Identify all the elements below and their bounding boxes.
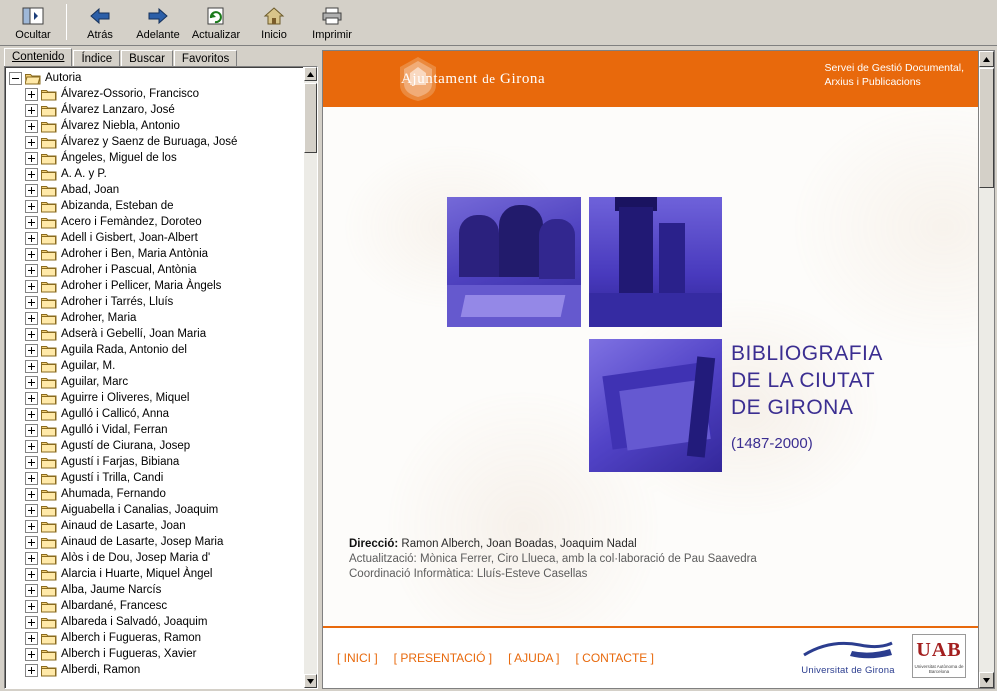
folder-icon [41,440,57,453]
tree-item-label: Agulló i Callicó, Anna [61,408,170,420]
html-document [323,51,978,688]
tree-item[interactable] [7,246,303,262]
tab-buscar[interactable] [121,50,173,67]
expand-icon[interactable] [25,328,38,341]
banner-service-line1: Servei de Gestió Documental, [824,62,964,74]
expand-icon[interactable] [25,616,38,629]
tree-item[interactable] [7,150,303,166]
tab-indice[interactable] [73,50,120,67]
navigation-pane [0,46,320,691]
expand-icon[interactable] [25,520,38,533]
tree-item-label: Adroher i Pellicer, Maria Àngels [61,280,222,292]
footer-link-inici[interactable]: [ INICI ] [337,651,378,665]
credits-block [349,537,757,582]
tree-item[interactable] [7,534,303,550]
folder-icon [41,216,57,229]
tree-item[interactable] [7,310,303,326]
tree-item-label: Alarcia i Huarte, Miquel Àngel [61,568,213,580]
expand-icon[interactable] [25,488,38,501]
tree-item[interactable] [7,550,303,566]
uab-logo-text: UAB [916,638,962,661]
tree-item-label: Aiguabella i Canalias, Joaquim [61,504,219,516]
folder-icon [41,120,57,133]
tree-item[interactable] [7,214,303,230]
uab-logo[interactable] [912,634,966,678]
folder-icon [41,184,57,197]
expand-icon[interactable] [25,168,38,181]
folder-icon [41,360,57,373]
tree-item[interactable] [7,582,303,598]
expand-icon[interactable] [25,600,38,613]
expand-icon[interactable] [25,536,38,549]
expand-icon[interactable] [25,360,38,373]
tree-item-label: Álvarez Lanzaro, José [61,104,175,116]
tree-item[interactable] [7,646,303,662]
expand-icon[interactable] [25,232,38,245]
tree-scroll-thumb[interactable] [304,83,317,153]
tree-item-label: Ángeles, Miguel de los [61,152,177,164]
tree-item[interactable] [7,486,303,502]
expand-icon[interactable] [25,312,38,325]
content-scroll-down-arrow[interactable] [979,672,994,688]
folder-icon [41,200,57,213]
title-line-3: DE GIRONA [731,396,854,419]
folder-icon [41,584,57,597]
photo-cathedral-tower [589,197,722,327]
hide-button[interactable] [4,2,62,44]
print-button[interactable] [303,2,361,44]
folder-icon [41,168,57,181]
tree-item[interactable] [7,278,303,294]
folder-icon [41,296,57,309]
tree-item[interactable] [7,630,303,646]
expand-icon[interactable] [25,408,38,421]
refresh-button-label: Actualizar [191,29,241,41]
tree-item-label: Ainaud de Lasarte, Josep Maria [61,536,224,548]
print-icon [320,5,344,27]
folder-icon [41,536,57,549]
tree-item-label: Adroher, Maria [61,312,137,324]
tree-item-label: Alberdi, Ramon [61,664,141,676]
credits-direction-names: Ramon Alberch, Joan Boadas, Joaquim Nadal [401,538,637,550]
footer-links [337,651,654,665]
tree-item[interactable] [7,566,303,582]
expand-icon[interactable] [25,248,38,261]
banner-institution-de: de [482,70,496,86]
tree-item-label: Ahumada, Fernando [61,488,166,500]
tab-contenido-label: Contenido [12,51,65,63]
page-body [323,107,978,626]
credits-update: Actualització: Mònica Ferrer, Ciro Llueca, amb la col·laboració de Pau Saavedra [349,553,757,565]
expand-icon[interactable] [25,120,38,133]
banner-service-line2: Arxius i Publicacions [824,76,921,88]
tree-item[interactable] [7,598,303,614]
tree-item-label: Aguila Rada, Antonio del [61,344,187,356]
tree-item[interactable] [7,406,303,422]
photo-books [589,339,722,472]
toolbar-separator [66,4,67,40]
folder-icon [41,248,57,261]
tree-item-label: Agustí i Farjas, Bibiana [61,456,180,468]
back-arrow-icon [88,5,112,27]
tree-item[interactable] [7,102,303,118]
tree-item-label: Alberch i Fugueras, Xavier [61,648,197,660]
folder-icon [41,152,57,165]
tree-item[interactable] [7,342,303,358]
tab-favoritos-label: Favoritos [181,53,230,65]
content-pane [322,50,995,689]
expand-icon[interactable] [25,584,38,597]
collapse-icon[interactable] [9,72,22,85]
tree-item-label: Agustí de Ciurana, Josep [61,440,191,452]
tree-item[interactable] [7,262,303,278]
tree-item-label: Adell i Gisbert, Joan-Albert [61,232,198,244]
tree-item-label: Aguilar, M. [61,360,116,372]
tree-item-label: Álvarez Niebla, Antonio [61,120,180,132]
home-button[interactable] [245,2,303,44]
uab-logo-subtext: Universitat Autònoma de Barcelona [914,663,964,674]
title-line-2: DE LA CIUTAT [731,369,876,392]
content-scroll-thumb[interactable] [979,68,994,188]
folder-icon [41,648,57,661]
hide-panel-icon [21,5,45,27]
folder-icon [41,568,57,581]
folder-icon [41,280,57,293]
tree-item[interactable] [7,662,303,678]
tree-item[interactable] [7,358,303,374]
tree-item[interactable] [7,390,303,406]
expand-icon[interactable] [25,152,38,165]
folder-icon [41,616,57,629]
title-line-1: BIBLIOGRAFIA [731,342,883,365]
folder-icon [41,264,57,277]
refresh-icon [204,5,228,27]
folder-icon [41,504,57,517]
folder-icon [41,408,57,421]
expand-icon[interactable] [25,552,38,565]
content-vertical-scrollbar[interactable] [978,51,994,688]
expand-icon[interactable] [25,456,38,469]
tree-item-label: Alberch i Fugueras, Ramon [61,632,201,644]
tree-item[interactable] [7,294,303,310]
print-button-label: Imprimir [312,29,352,41]
footer-link-presentacio[interactable]: [ PRESENTACIÓ ] [393,651,493,665]
photo-archive-workers [447,197,581,327]
tab-buscar-label: Buscar [129,53,165,65]
tree-item[interactable] [7,182,303,198]
tree-item-label: Alba, Jaume Narcís [61,584,162,596]
title-years: (1487-2000) [731,435,813,452]
credits-direction-label: Direcció: [349,538,399,550]
tree-item[interactable] [7,422,303,438]
tree-item[interactable] [7,438,303,454]
expand-icon[interactable] [25,424,38,437]
navigation-tabs [0,46,320,66]
tree-item-label: Adroher i Pascual, Antònia [61,264,197,276]
tree-item[interactable] [7,118,303,134]
folder-icon [41,664,57,677]
tree-item-label: Agustí i Trilla, Candi [61,472,164,484]
folder-icon [41,456,57,469]
expand-icon[interactable] [25,568,38,581]
folder-icon [41,520,57,533]
tab-contenido[interactable] [4,48,72,66]
tree-item[interactable] [7,230,303,246]
tree-item-label: Abad, Joan [61,184,120,196]
folder-icon [41,488,57,501]
page-footer [323,626,978,688]
tree-item-label: Abizanda, Esteban de [61,200,174,212]
tab-indice-label: Índice [81,53,113,65]
tree-item-label: Albareda i Salvadó, Joaquim [61,616,208,628]
tree-item[interactable] [7,614,303,630]
tree-root-label: Autoria [45,72,82,84]
open-folder-icon [25,72,41,85]
folder-icon [41,600,57,613]
tree-item[interactable] [7,454,303,470]
tree-item-label: Ainaud de Lasarte, Joan [61,520,186,532]
folder-icon [41,392,57,405]
udg-logo-text: Universitat de Girona [801,664,895,676]
page-title [731,340,883,452]
scroll-up-arrow[interactable] [304,67,317,81]
tree-item[interactable] [7,198,303,214]
tree-vertical-scrollbar[interactable] [303,67,317,688]
tree-item[interactable] [7,134,303,150]
folder-icon [41,552,57,565]
expand-icon[interactable] [25,648,38,661]
expand-icon[interactable] [25,632,38,645]
tree-item-label: Albardané, Francesc [61,600,168,612]
tree-item-label: Adroher i Ben, Maria Antònia [61,248,209,260]
home-icon [262,5,286,27]
tree-item-label: Alòs i de Dou, Josep Maria d' [61,552,211,564]
udg-logo[interactable] [800,637,896,676]
expand-icon[interactable] [25,184,38,197]
credits-coordination: Coordinació Informàtica: Lluís-Esteve Casellas [349,568,588,580]
toolbar [0,0,997,46]
tree-item-label: Adroher i Tarrés, Lluís [61,296,174,308]
tree-item-label: Aguilar, Marc [61,376,129,388]
tree-item-label: Agulló i Vidal, Ferran [61,424,168,436]
back-button-label: Atrás [87,29,113,41]
tree-item-label: Acero i Femàndez, Doroteo [61,216,202,228]
footer-logos [800,634,966,678]
expand-icon[interactable] [25,440,38,453]
expand-icon[interactable] [25,88,38,101]
folder-icon [41,344,57,357]
banner-institution-main: Ajuntament [401,70,478,87]
tree-item[interactable] [7,86,303,102]
tree-item-label: Álvarez y Saenz de Buruaga, José [61,136,238,148]
folder-icon [41,136,57,149]
forward-button-label: Adelante [136,29,180,41]
expand-icon[interactable] [25,504,38,517]
expand-icon[interactable] [25,296,38,309]
forward-arrow-icon [146,5,170,27]
folder-icon [41,232,57,245]
expand-icon[interactable] [25,264,38,277]
credits-direction [349,537,757,552]
folder-icon [41,312,57,325]
home-button-label: Inicio [261,29,287,41]
expand-icon[interactable] [25,344,38,357]
folder-icon [41,328,57,341]
hide-button-label: Ocultar [15,29,51,41]
footer-link-contacte[interactable]: [ CONTACTE ] [575,651,654,665]
banner-institution [401,71,545,88]
banner-institution-city: Girona [500,70,546,87]
tree-root-node[interactable] [7,70,303,86]
folder-icon [41,376,57,389]
tree-item-label: Adserà i Gebellí, Joan Maria [61,328,207,340]
site-banner [323,51,978,107]
contents-tree[interactable] [4,66,318,689]
refresh-button[interactable] [187,2,245,44]
folder-icon [41,472,57,485]
expand-icon[interactable] [25,104,38,117]
expand-icon[interactable] [25,136,38,149]
scroll-down-arrow[interactable] [304,674,317,688]
main-split [0,46,997,691]
expand-icon[interactable] [25,216,38,229]
folder-icon [41,88,57,101]
tree-item[interactable] [7,518,303,534]
tree-item[interactable] [7,166,303,182]
folder-icon [41,104,57,117]
contents-tree-scroll-area [5,67,303,688]
back-button[interactable] [71,2,129,44]
expand-icon[interactable] [25,200,38,213]
expand-icon[interactable] [25,392,38,405]
udg-mark-icon [800,637,896,663]
tree-item-label: A. A. y P. [61,168,107,180]
tree-item[interactable] [7,326,303,342]
tree-item-label: Aguirre i Oliveres, Miquel [61,392,190,404]
expand-icon[interactable] [25,664,38,677]
expand-icon[interactable] [25,472,38,485]
tree-item[interactable] [7,470,303,486]
banner-service [825,61,964,89]
tree-item[interactable] [7,374,303,390]
folder-icon [41,424,57,437]
folder-icon [41,632,57,645]
footer-link-ajuda[interactable]: [ AJUDA ] [508,651,560,665]
tree-item[interactable] [7,502,303,518]
tab-favoritos[interactable] [174,50,237,67]
forward-button[interactable] [129,2,187,44]
tree-scroll-track[interactable] [304,81,317,674]
expand-icon[interactable] [25,280,38,293]
content-scroll-up-arrow[interactable] [979,51,994,67]
expand-icon[interactable] [25,376,38,389]
tree-item-label: Álvarez-Ossorio, Francisco [61,88,200,100]
